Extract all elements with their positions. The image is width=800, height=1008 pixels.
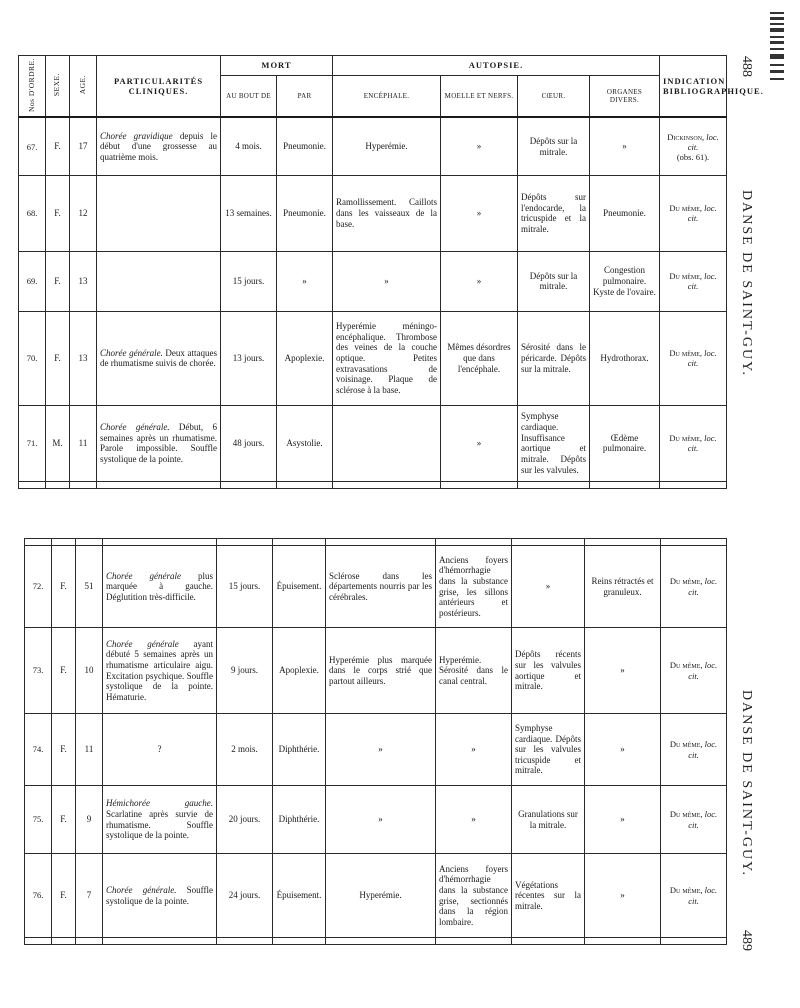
row-indication: [660, 175, 727, 251]
row-num: 73.: [25, 628, 52, 714]
row-particularites-text: ayant débuté 5 semaines après un rhumatisme articulaire aigu. Excitation psychique. Souffle systolique de la pointe. Hématurie.: [106, 638, 213, 702]
row-age: 13: [70, 311, 97, 405]
ref-loc: loc. cit.: [688, 660, 718, 681]
row-par: Diphthérie.: [273, 714, 326, 786]
row-au-bout: 24 jours.: [217, 854, 273, 938]
row-par: Apoplexie.: [277, 311, 333, 405]
table-row: [25, 786, 727, 854]
table-row: [19, 117, 727, 175]
row-organes: »: [585, 854, 661, 938]
table-row: [19, 311, 727, 405]
row-particularites-em: Chorée gravidique: [100, 130, 173, 141]
row-particularites: [97, 311, 221, 405]
row-par: Pneumonie.: [277, 117, 333, 175]
row-age: 51: [76, 546, 103, 628]
row-indication: [661, 546, 727, 628]
row-moelle: »: [441, 175, 518, 251]
row-particularites: [103, 628, 217, 714]
row-par: Pneumonie.: [277, 175, 333, 251]
table-row: [25, 714, 727, 786]
ref-loc: loc. cit.: [687, 433, 717, 454]
table-row-opening: [25, 539, 727, 546]
row-sexe: F.: [52, 854, 76, 938]
row-coeur: Dépôts récents sur les valvules aortique et mitrale.: [512, 628, 585, 714]
row-moelle: »: [441, 117, 518, 175]
row-particularites: [97, 175, 221, 251]
row-particularites-text: ?: [157, 744, 162, 755]
ref-author: Du même,: [669, 739, 703, 750]
row-moelle: Mêmes désordres que dans l'encéphale.: [441, 311, 518, 405]
row-coeur: Granulations sur la mitrale.: [512, 786, 585, 854]
ref-author: Du même,: [669, 660, 703, 671]
row-coeur: Dépôts sur l'endocarde, la tricuspide et la mitrale.: [518, 175, 590, 251]
row-organes: Congestion pulmonaire. Kyste de l'ovaire.: [590, 251, 660, 311]
row-moelle: Anciens foyers d'hémorrhagie dans la substance grise, sectionnés dans la région lombaire.: [436, 854, 512, 938]
row-coeur: Symphyse cardiaque. Dépôts sur les valvules tricuspide et mitrale.: [512, 714, 585, 786]
header-mort: MORT: [221, 56, 333, 76]
row-sexe: F.: [52, 786, 76, 854]
header-encephale: ENCÉPHALE.: [333, 75, 441, 117]
row-par: Apoplexie.: [273, 628, 326, 714]
table-row: [25, 546, 727, 628]
ref-loc: loc. cit.: [687, 348, 717, 369]
row-particularites-em: Chorée générale.: [100, 347, 163, 358]
ref-loc: loc. cit.: [687, 271, 717, 292]
row-sexe: F.: [46, 175, 70, 251]
table-row: [25, 854, 727, 938]
row-age: 11: [76, 714, 103, 786]
row-par: Épuisement.: [273, 854, 326, 938]
row-age: 10: [76, 628, 103, 714]
row-particularites-text: plus marquée à gauche. Déglutition très-difficile.: [106, 570, 213, 602]
row-au-bout: 48 jours.: [221, 405, 277, 481]
row-au-bout: 2 mois.: [217, 714, 273, 786]
row-sexe: F.: [46, 117, 70, 175]
row-au-bout: 9 jours.: [217, 628, 273, 714]
row-indication: [660, 405, 727, 481]
row-age: 12: [70, 175, 97, 251]
row-indication: [660, 251, 727, 311]
row-encephale: »: [333, 251, 441, 311]
row-moelle: »: [441, 251, 518, 311]
table-row: [19, 405, 727, 481]
page-number-bottom: 489: [739, 930, 754, 951]
header-autopsie: AUTOPSIE.: [333, 56, 660, 76]
row-au-bout: 4 mois.: [221, 117, 277, 175]
row-sexe: F.: [52, 546, 76, 628]
ref-loc: loc. cit.: [688, 885, 718, 906]
row-au-bout: 13 semaines.: [221, 175, 277, 251]
row-organes: »: [585, 714, 661, 786]
row-sexe: M.: [46, 405, 70, 481]
header-sexe: SEXE.: [46, 56, 70, 118]
row-organes: Reins rétractés et granuleux.: [585, 546, 661, 628]
row-encephale: Sclérose dans les départements nourris par les cérébrales.: [326, 546, 436, 628]
row-par: Diphthérie.: [273, 786, 326, 854]
row-sexe: F.: [46, 251, 70, 311]
row-au-bout: 15 jours.: [217, 546, 273, 628]
ref-author: Du même,: [669, 203, 703, 214]
row-particularites-text: Début, 6 semaines après un rhumatisme. Parole impossible. Souffle systolique de la pointe.: [100, 422, 217, 464]
row-particularites-text: Souffle systolique de la pointe.: [106, 884, 213, 906]
ref-author: Du même,: [669, 809, 703, 820]
row-age: 9: [76, 786, 103, 854]
row-indication: [661, 714, 727, 786]
row-num: 70.: [19, 311, 46, 405]
row-age: 7: [76, 854, 103, 938]
row-indication: [660, 311, 727, 405]
table-row: [25, 628, 727, 714]
page-number-top: 488: [739, 56, 754, 77]
row-num: 74.: [25, 714, 52, 786]
row-age: 11: [70, 405, 97, 481]
row-num: 76.: [25, 854, 52, 938]
table-row: [19, 175, 727, 251]
row-organes: »: [585, 786, 661, 854]
row-sexe: F.: [52, 628, 76, 714]
table-row-closing: [25, 938, 727, 945]
ref-author: Du même,: [669, 885, 703, 896]
ref-loc: loc. cit.: [688, 576, 718, 597]
table-row-closing: [19, 481, 727, 488]
row-particularites: [103, 546, 217, 628]
row-particularites-em: Hémichorée gauche.: [106, 798, 213, 809]
row-num: 71.: [19, 405, 46, 481]
row-encephale: Hyperémie plus marquée dans le corps strié que partout ailleurs.: [326, 628, 436, 714]
header-au-bout-de: AU BOUT DE: [221, 75, 277, 117]
header-age: AGE.: [70, 56, 97, 118]
ref-loc: loc. cit.: [688, 739, 718, 760]
row-particularites-text: depuis le début d'une grossesse au quatrième mois.: [100, 130, 217, 162]
row-sexe: F.: [46, 311, 70, 405]
header-indication: INDICATION BIBLIOGRAPHIQUE.: [660, 56, 727, 118]
row-particularites: [103, 714, 217, 786]
row-coeur: Symphyse cardiaque. Insuffisance aortique et mitrale. Dépôts sur les valvules.: [518, 405, 590, 481]
row-moelle: »: [436, 714, 512, 786]
ref-author: Dickinson,: [667, 131, 705, 142]
row-coeur: Sérosité dans le péricarde. Dépôts sur la mitrale.: [518, 311, 590, 405]
row-sexe: F.: [52, 714, 76, 786]
header-moelle: MOELLE ET NERFS.: [441, 75, 518, 117]
ref-author: Du même,: [669, 348, 703, 359]
row-moelle: »: [441, 405, 518, 481]
row-particularites: [97, 405, 221, 481]
table-row: [19, 251, 727, 311]
ref-author: Du même,: [669, 433, 703, 444]
row-encephale: »: [326, 714, 436, 786]
row-particularites-em: Chorée générale.: [100, 422, 170, 433]
row-par: »: [277, 251, 333, 311]
row-particularites: [103, 786, 217, 854]
row-organes: Œdème pulmonaire.: [590, 405, 660, 481]
row-par: Épuisement.: [273, 546, 326, 628]
row-encephale: Hyperémie.: [333, 117, 441, 175]
row-au-bout: 20 jours.: [217, 786, 273, 854]
row-coeur: Dépôts sur la mitrale.: [518, 117, 590, 175]
ref-extra: (obs. 61).: [676, 151, 710, 162]
row-organes: »: [590, 117, 660, 175]
row-organes: »: [585, 628, 661, 714]
row-moelle: Hyperémie. Sérosité dans le canal central.: [436, 628, 512, 714]
row-indication: [661, 628, 727, 714]
row-age: 17: [70, 117, 97, 175]
row-num: 67.: [19, 117, 46, 175]
header-organes: ORGANES DIVERS.: [590, 75, 660, 117]
row-organes: Hydrothorax.: [590, 311, 660, 405]
row-indication: [660, 117, 727, 175]
running-title-top: DANSE DE SAINT-GUY.: [739, 190, 754, 377]
row-particularites: [103, 854, 217, 938]
row-coeur: Dépôts sur la mitrale.: [518, 251, 590, 311]
row-indication: [661, 854, 727, 938]
row-num: 72.: [25, 546, 52, 628]
ref-loc: loc. cit.: [687, 131, 719, 152]
row-moelle: »: [436, 786, 512, 854]
row-au-bout: 13 jours.: [221, 311, 277, 405]
ref-author: Du même,: [669, 576, 703, 587]
row-particularites-em: Chorée générale: [106, 638, 179, 649]
row-age: 13: [70, 251, 97, 311]
row-num: 68.: [19, 175, 46, 251]
row-particularites: [97, 251, 221, 311]
row-particularites-text: Deux attaques de rhumatisme suivis de chorée.: [100, 347, 217, 369]
row-encephale: Ramollissement. Caillots dans les vaisseaux de la base.: [333, 175, 441, 251]
ref-loc: loc. cit.: [687, 203, 717, 224]
row-encephale: »: [326, 786, 436, 854]
ref-loc: loc. cit.: [688, 809, 718, 830]
row-par: Asystolie.: [277, 405, 333, 481]
case-table-bottom: [24, 538, 727, 945]
row-au-bout: 15 jours.: [221, 251, 277, 311]
header-coeur: CŒUR.: [518, 75, 590, 117]
header-num: Nos D'ORDRE.: [19, 56, 46, 118]
row-moelle: Anciens foyers d'hémorrhagie dans la substance grise, les sillons antérieurs et postérieurs.: [436, 546, 512, 628]
row-coeur: »: [512, 546, 585, 628]
ref-author: Du même,: [669, 271, 703, 282]
row-encephale: [333, 405, 441, 481]
row-coeur: Végétations récentes sur la mitrale.: [512, 854, 585, 938]
row-encephale: Hyperémie.: [326, 854, 436, 938]
scan-marks: [770, 12, 792, 102]
row-indication: [661, 786, 727, 854]
row-particularites-text: Scarlatine après survie de rhumatisme. Souffle systolique de la pointe.: [106, 808, 213, 841]
row-particularites-em: Chorée générale: [106, 570, 181, 581]
row-num: 75.: [25, 786, 52, 854]
row-particularites: [97, 117, 221, 175]
row-encephale: Hyperémie méningo-encéphalique. Thrombose des veines de la couche optique. Petites extravasations de voisinage. Plaque de sclérose à la base.: [333, 311, 441, 405]
header-particularites: PARTICULARITÉS CLINIQUES.: [97, 56, 221, 118]
header-par: PAR: [277, 75, 333, 117]
running-title-bottom: DANSE DE SAINT-GUY.: [739, 690, 754, 877]
row-particularites-em: Chorée générale.: [106, 884, 177, 895]
row-organes: Pneumonie.: [590, 175, 660, 251]
row-num: 69.: [19, 251, 46, 311]
